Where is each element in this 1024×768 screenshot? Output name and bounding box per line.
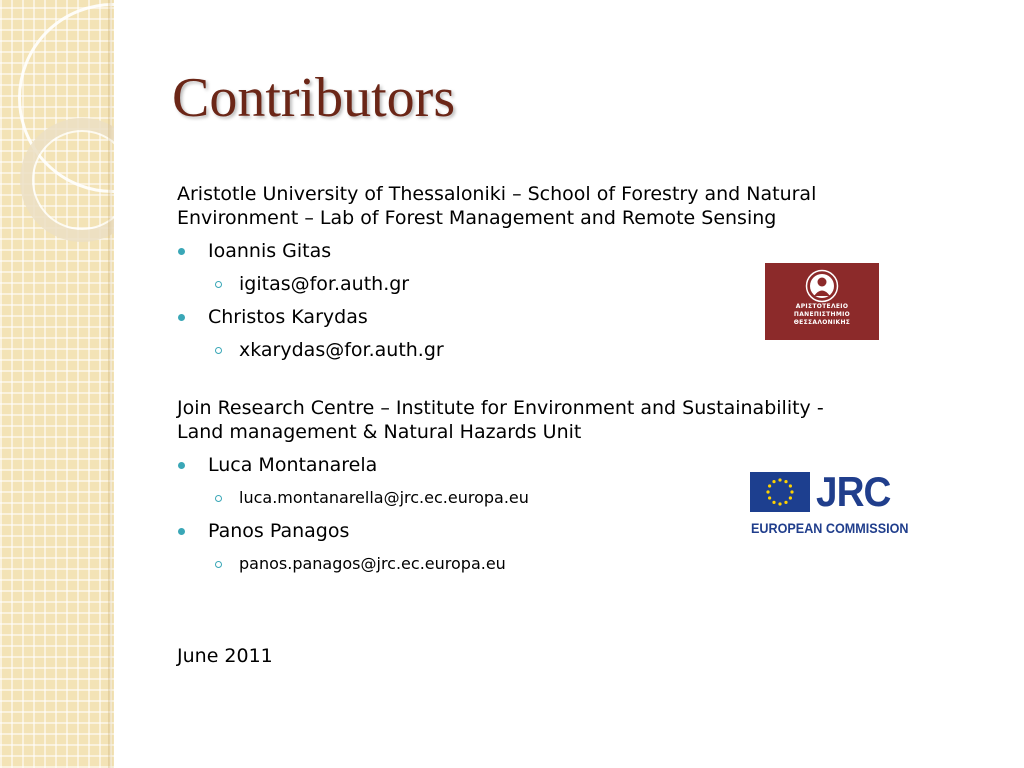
email-link[interactable]: panos.panagos@jrc.ec.europa.eu [239, 554, 506, 573]
eu-star-icon [778, 502, 781, 505]
aristotle-seal-icon [805, 269, 839, 303]
jrc-logo [750, 468, 909, 538]
org-heading-line: Join Research Centre – Institute for Environment and Sustainability - [177, 397, 824, 419]
bullet-ring-icon [215, 495, 222, 502]
bullet-dot-icon [178, 528, 185, 535]
jrc-acronym: JRC [816, 468, 891, 515]
org-heading-auth [177, 182, 907, 230]
decorative-side-band [0, 0, 114, 768]
bullet-dot-icon [178, 314, 185, 321]
logo-text-line: ΠΑΝΕΠΙΣΤΗΜΙΟ [793, 311, 851, 318]
eu-star-icon [784, 480, 787, 483]
eu-star-icon [772, 501, 775, 504]
person-name: Ioannis Gitas [208, 240, 332, 262]
eu-flag-icon [750, 472, 810, 512]
email-link[interactable]: igitas@for.auth.gr [239, 273, 410, 295]
person-name: Christos Karydas [208, 306, 368, 328]
org-heading-jrc [177, 396, 907, 444]
slide-body [177, 182, 907, 668]
spacer [177, 584, 907, 644]
bullet-ring-icon [215, 347, 222, 354]
email-link[interactable]: xkarydas@for.auth.gr [239, 339, 444, 361]
list-item-person [177, 238, 907, 264]
org-heading-line: Environment – Lab of Forest Management and Remote Sensing [177, 207, 777, 229]
person-name: Panos Panagos [208, 520, 350, 542]
eu-star-icon [768, 484, 771, 487]
bullet-ring-icon [215, 561, 222, 568]
bullet-dot-icon [178, 462, 185, 469]
eu-star-icon [766, 490, 769, 493]
auth-university-logo [765, 263, 879, 340]
list-item-email [177, 551, 907, 577]
eu-star-icon [789, 484, 792, 487]
email-link[interactable]: luca.montanarella@jrc.ec.europa.eu [239, 488, 529, 507]
eu-star-icon [784, 501, 787, 504]
eu-star-icon [778, 478, 781, 481]
eu-star-icon [790, 490, 793, 493]
logo-text-line: ΑΡΙΣΤΟΤΕΛΕΙΟ [795, 303, 849, 310]
slide-title: Contributors [172, 67, 456, 129]
slide-date: June 2011 [177, 645, 273, 667]
list-item-email [177, 337, 907, 363]
logo-text-line: ΘΕΣΣΑΛΟΝΙΚΗΣ [793, 319, 851, 326]
org-heading-line: Land management & Natural Hazards Unit [177, 421, 582, 443]
european-commission-label: EUROPEAN COMMISSION [751, 520, 909, 536]
bullet-ring-icon [215, 281, 222, 288]
eu-star-icon [768, 496, 771, 499]
eu-star-icon [789, 496, 792, 499]
org-heading-line: Aristotle University of Thessaloniki – School of Forestry and Natural [177, 183, 817, 205]
bullet-dot-icon [178, 248, 185, 255]
spacer [177, 370, 907, 396]
eu-stars-icon [750, 472, 810, 512]
eu-star-icon [772, 480, 775, 483]
person-name: Luca Montanarela [208, 454, 378, 476]
